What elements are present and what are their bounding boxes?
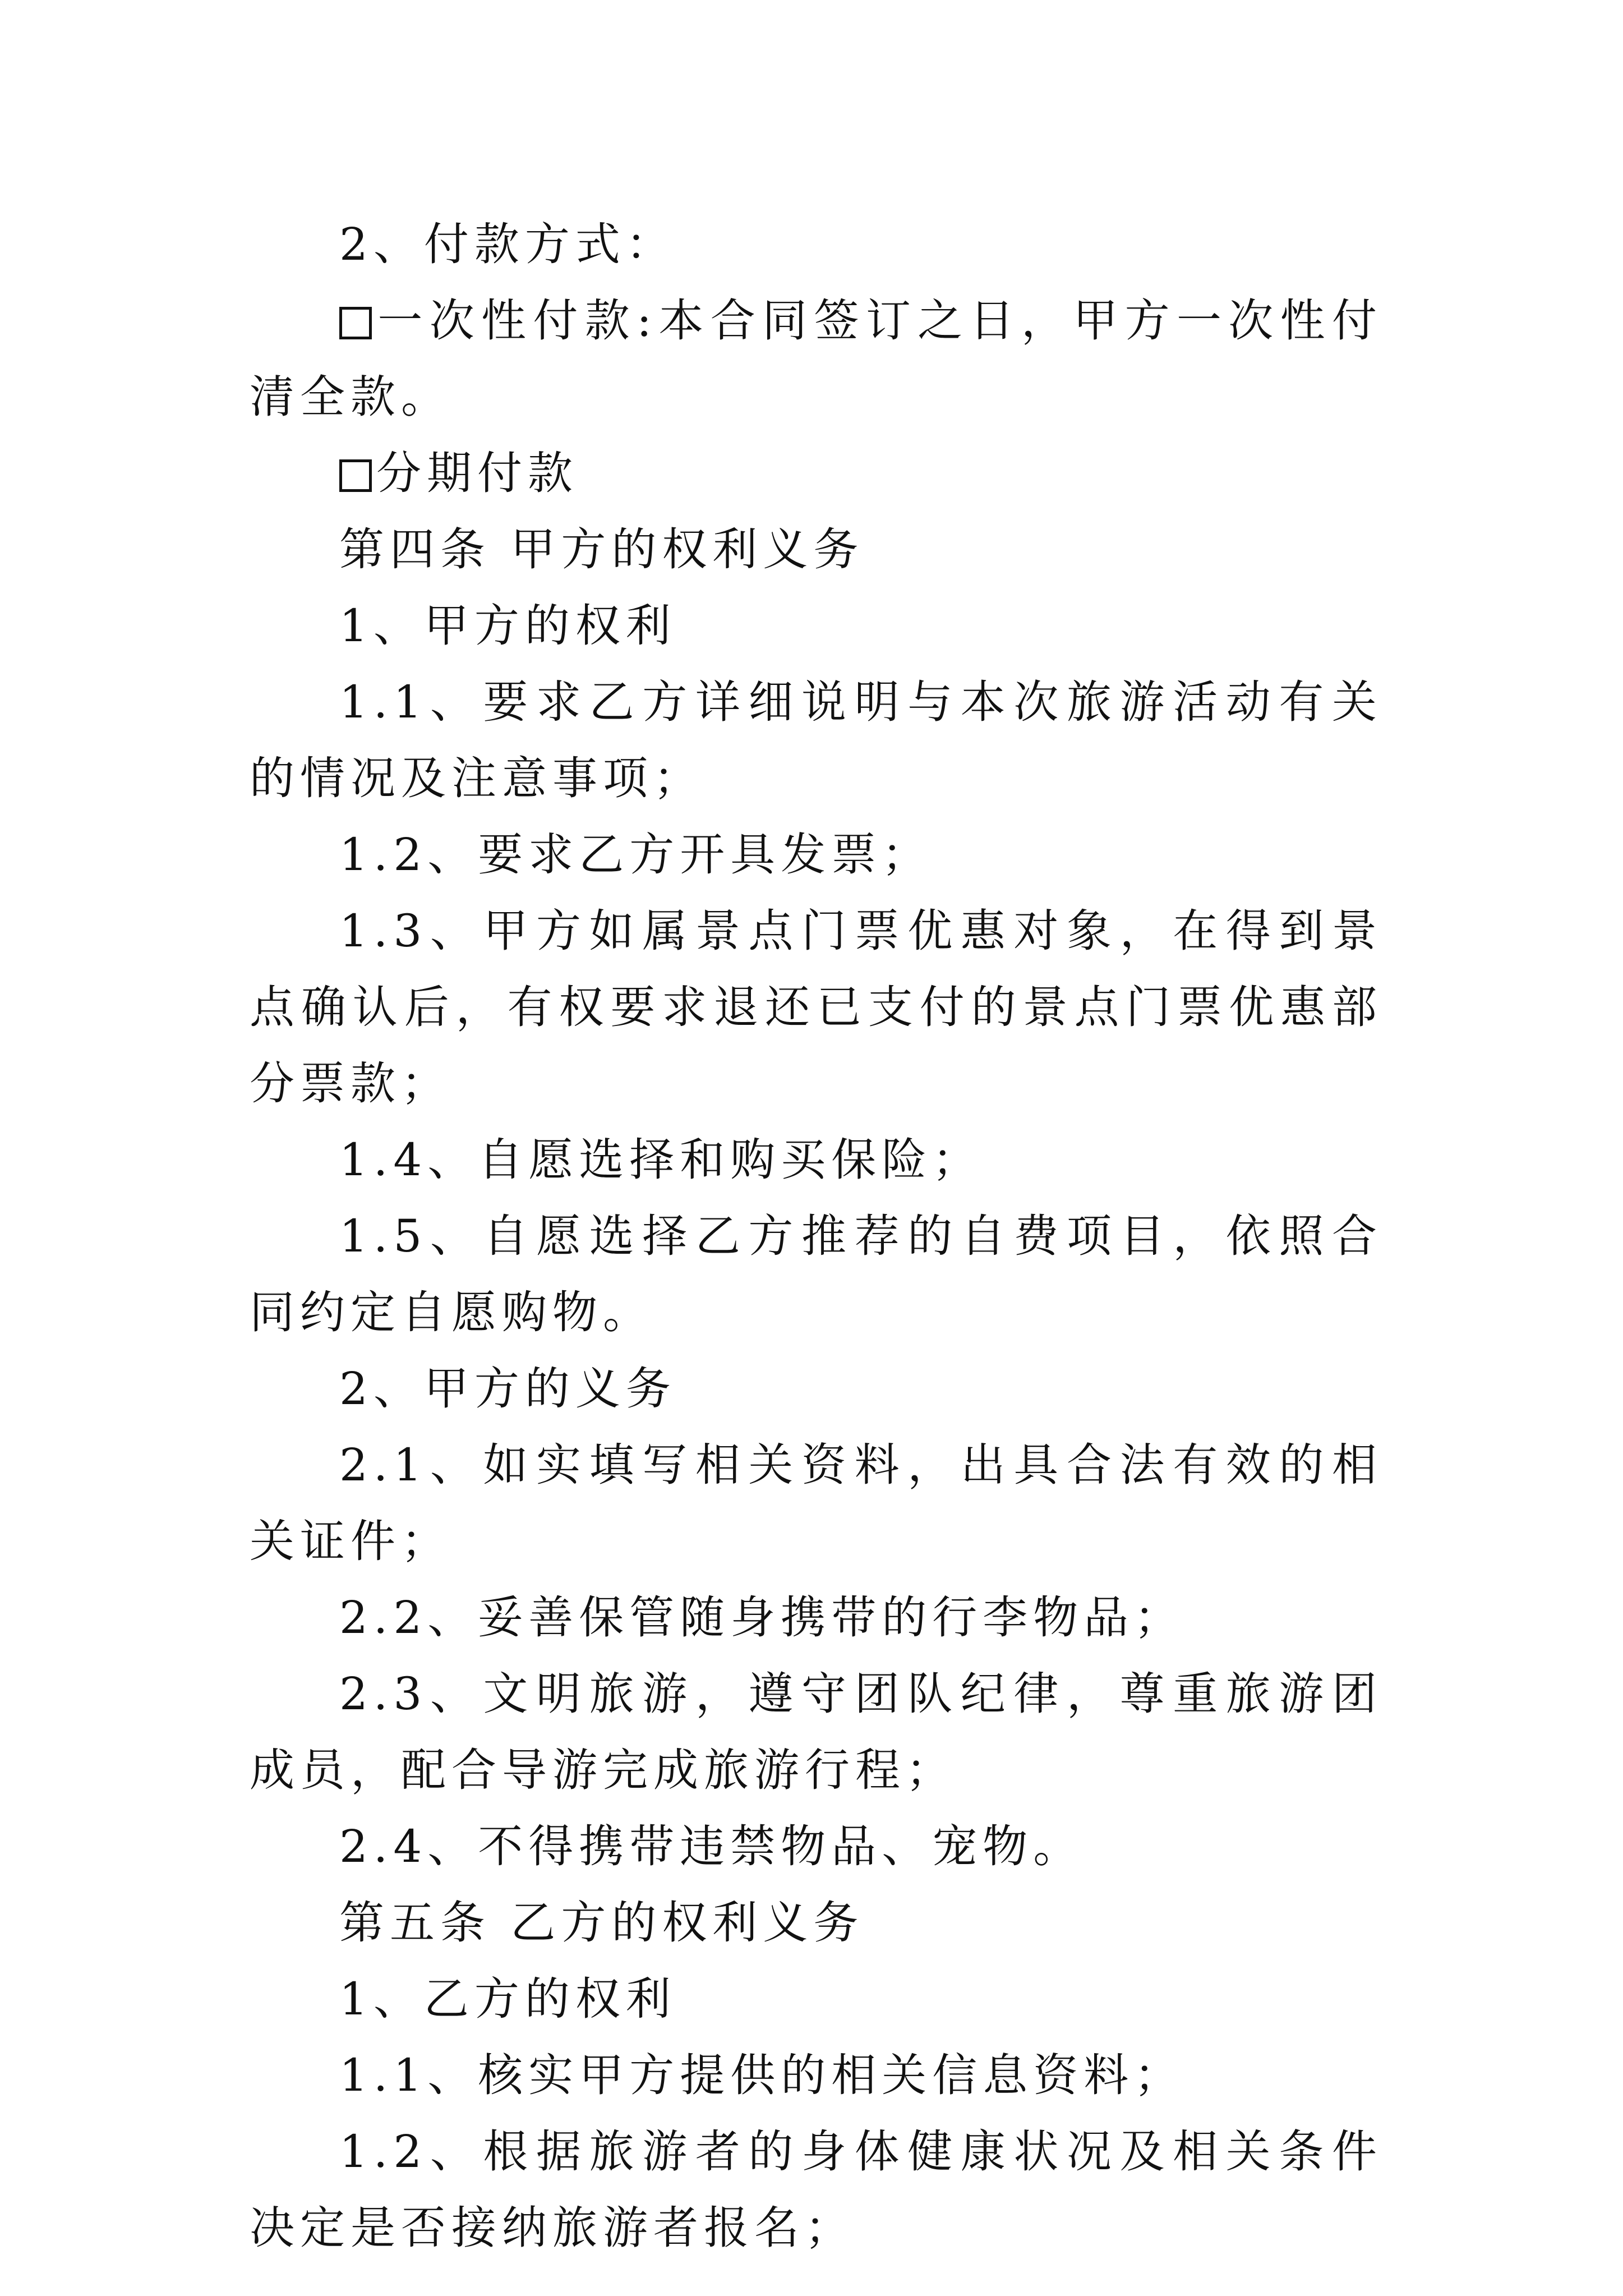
payment-option-installment (250, 435, 1382, 512)
payment-option-lump-sum (250, 283, 1382, 435)
party-a-rights-heading: 1、甲方的权利 (339, 600, 676, 652)
clause-b-1-2: 1.2、根据旅游者的身体健康状况及相关条件决定是否接纳旅游者报名； (250, 2125, 1382, 2254)
clause-b-1-1: 1.1、核实甲方提供的相关信息资料； (339, 2049, 1185, 2101)
payment-option-lump-sum-label: 一次性付款:本合同签订之日，甲方一次性付清全款。 (250, 295, 1382, 423)
payment-option-installment-label: 分期付款 (376, 447, 578, 499)
clause-a-1-5: 1.5、自愿选择乙方推荐的自费项目，依照合同约定自愿购物。 (250, 1210, 1382, 1338)
payment-method-heading: 2、付款方式： (339, 218, 676, 270)
article-4-heading: 第四条 甲方的权利义务 (339, 523, 864, 576)
clause-a-1-1: 1.1、要求乙方详细说明与本次旅游活动有关的情况及注意事项； (250, 676, 1382, 804)
party-b-rights-heading: 1、乙方的权利 (339, 1973, 676, 2025)
clause-a-2-4: 2.4、不得携带违禁物品、宠物。 (339, 1820, 1084, 1872)
article-5-heading: 第五条 乙方的权利义务 (339, 1897, 864, 1949)
clause-a-2-3: 2.3、文明旅游，遵守团队纪律，尊重旅游团成员，配合导游完成旅游行程； (250, 1668, 1382, 1796)
party-a-obligations-heading: 2、甲方的义务 (339, 1363, 676, 1415)
clause-a-2-2: 2.2、妥善保管随身携带的行李物品； (339, 1591, 1185, 1644)
clause-a-1-3: 1.3、甲方如属景点门票优惠对象，在得到景点确认后，有权要求退还已支付的景点门票优惠部分票款； (250, 905, 1382, 1110)
document-body (250, 206, 1382, 2266)
clause-a-1-4: 1.4、自愿选择和购买保险； (339, 1134, 983, 1186)
clause-a-1-2: 1.2、要求乙方开具发票； (339, 829, 933, 881)
clause-a-2-1: 2.1、如实填写相关资料，出具合法有效的相关证件； (250, 1439, 1382, 1567)
checkbox-installment[interactable] (339, 459, 372, 492)
checkbox-lump-sum[interactable] (339, 307, 372, 339)
